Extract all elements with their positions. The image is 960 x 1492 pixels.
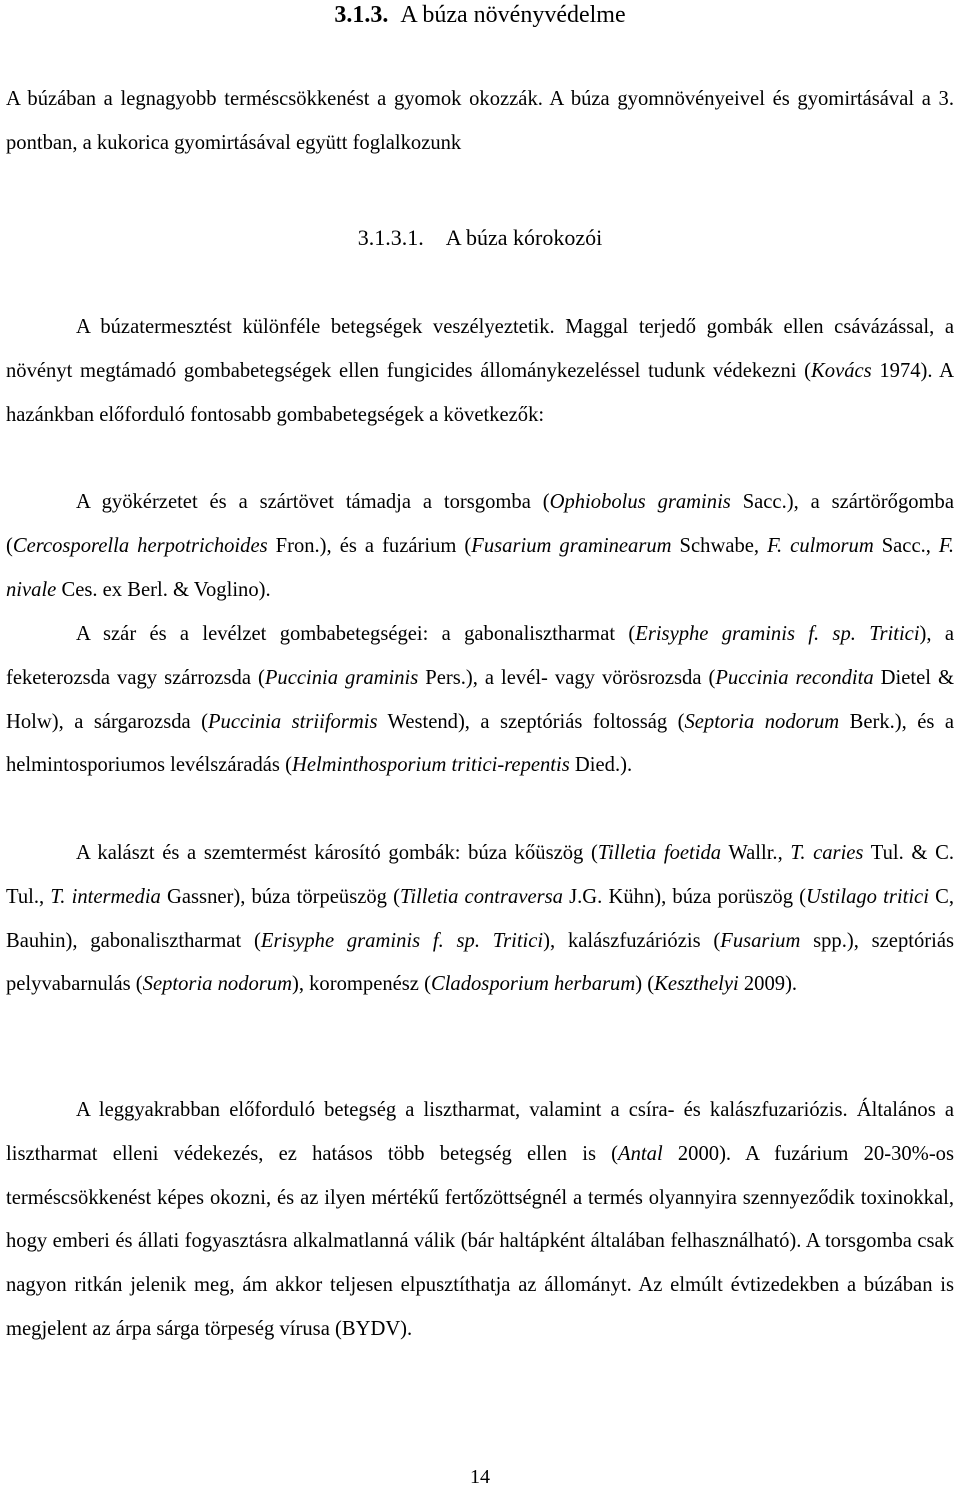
text-run: ), korompenész ( (291, 973, 431, 996)
species-name: Cladosporium herbarum (430, 973, 636, 996)
text-run: 2009). (738, 973, 798, 996)
section-heading (0, 0, 960, 30)
text-run: Schwabe, (671, 534, 768, 557)
species-name: Erisyphe graminis f. sp. Tritici (260, 929, 544, 952)
species-name: Ustilago tritici (806, 885, 929, 908)
text-run: ), a feketerozsda vagy szárrozsda ( (6, 623, 954, 689)
text-run: C, Bauhin), gabonalisztharmat ( (6, 885, 954, 952)
citation-author: Kovács (811, 359, 872, 382)
text-run: Ces. ex Berl. & Voglino). (56, 578, 271, 601)
subsection-number: 3.1.3.1. (357, 225, 424, 250)
subsection-title: A búza kórokozói (445, 225, 603, 250)
text-run: A búzatermesztést különféle betegségek veszélyeztetik. Maggal terjedő gombák ellen csávázással, a növényt megtámadó gombabetegségek ellen fungicides állománykezeléssel tudunk védekezni ( (6, 316, 954, 382)
text-run: 2000). A fuzárium 20-30%-os terméscsökkenést képes okozni, és az ilyen mértékű fertőzöttségnél a termés olyannyira szennyeződik toxinokkal, hogy emberi és állati fogyasztásra alkalmatlanná válik (bár haltápként általában felhasználható). A torsgomba csak nagyon ritkán jelenik meg, ám akkor teljesen elpusztíthatja az állományt. Az elmúlt évtizedekben a búzában is megjelent az árpa sárga törpeség vírusa (BYDV). (6, 1142, 954, 1340)
citation-author: Antal (618, 1142, 663, 1165)
paragraph-stem-leaf-diseases (6, 613, 954, 788)
text-run: Fron.), és a fuzárium ( (267, 534, 472, 557)
species-name: Puccinia recondita (715, 666, 874, 689)
text-run: 1974). A hazánkban előforduló fontosabb gombabetegségek a következők: (6, 359, 954, 426)
species-name: F. nivale (6, 534, 954, 601)
subsection-heading (0, 223, 960, 253)
species-name: Ophiobolus graminis (549, 491, 731, 513)
text-run: Tul. & C. Tul., (6, 842, 954, 908)
page-number: 14 (470, 1466, 490, 1488)
species-name: T. intermedia (50, 885, 161, 908)
section-title: A búza növényvédelme (400, 2, 626, 28)
species-name: Helminthosporium tritici-repentis (291, 754, 570, 777)
text-run: A kalászt és a szemtermést károsító gombák: búza kőüszög ( (76, 842, 598, 864)
text-run: Berk.), és a helmintosporiumos levélszáradás ( (6, 710, 954, 777)
text-run: Dietel & Holw), a sárgarozsda ( (6, 666, 955, 733)
text-run: ) ( (635, 973, 655, 996)
species-name: Fusarium graminearum (471, 534, 672, 557)
paragraph-ear-grain-diseases (6, 832, 954, 1007)
text-run: ), kalászfuzáriózis ( (543, 929, 721, 952)
species-name: Puccinia graminis (264, 666, 419, 689)
text-run: Sacc.), a szártörőgomba ( (6, 491, 954, 557)
species-name: Fusarium (720, 929, 801, 952)
text-run: A szár és a levélzet gombabetegségei: a gabonalisztharmat ( (76, 623, 636, 645)
text-run: A leggyakrabban előforduló betegség a lisztharmat, valamint a csíra- és kalászfuzariózis. Általános a lisztharmat elleni védekezés, ez hatásos több betegség ellen is ( (6, 1099, 954, 1165)
text-run: spp.), szeptóriás pelyvabarnulás ( (6, 929, 954, 996)
text-run: J.G. Kühn), búza porüszög ( (562, 885, 807, 908)
species-name: Puccinia striiformis (207, 710, 378, 733)
text-run: Westend), a szeptóriás foltosság ( (377, 710, 685, 733)
species-name: T. caries (790, 842, 864, 864)
species-name: Septoria nodorum (684, 710, 840, 733)
species-name: F. culmorum (767, 534, 874, 557)
section-number: 3.1.3. (334, 2, 389, 28)
paragraph-root-diseases (6, 481, 954, 612)
text-run: Died.). (569, 754, 633, 777)
text-run: Gassner), búza törpeüszög ( (160, 885, 401, 908)
species-name: Cercosporella herpotrichoides (12, 534, 268, 557)
text-run: Sacc., (873, 534, 939, 557)
text-run: A gyökérzetet és a szártövet támadja a torsgomba ( (76, 491, 550, 513)
species-name: Septoria nodorum (142, 973, 292, 996)
species-name: Tilletia foetida (597, 842, 722, 864)
species-name: Erisyphe graminis f. sp. Tritici (635, 623, 920, 645)
paragraph-common-diseases (6, 1089, 954, 1352)
intro-paragraph: A búzában a legnagyobb terméscsökkenést a gyomok okozzák. A búza gyomnövényeivel és gyomirtásával a 3. pontban, a kukorica gyomirtásával együtt foglalkozunk (6, 88, 954, 154)
species-name: Tilletia contraversa (400, 885, 563, 908)
citation-author: Keszthelyi (654, 973, 739, 996)
text-run: Pers.), a levél- vagy vörösrozsda ( (418, 666, 716, 689)
text-run: Wallr., (721, 842, 791, 864)
paragraph-diseases-intro (6, 306, 954, 437)
